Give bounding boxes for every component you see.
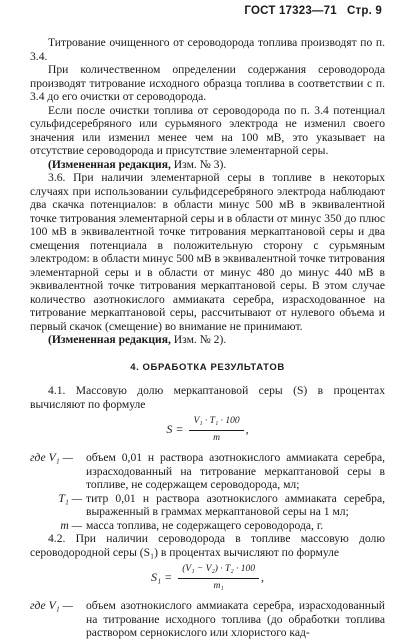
definition-text: объем азотнокислого аммиаката серебра, израсходованный на титрование исходного топлива (до обработки топлива раствором сернокислого или хлористого кад-: [86, 599, 385, 639]
page-number: Стр. 9: [347, 5, 382, 17]
formula-mercaptan-sulfur: [30, 415, 385, 445]
revision-label: (Измененная редакция,: [48, 333, 171, 346]
paragraph-after-cleaning: Если после очистки топлива от сероводорода по п. 3.4 потенциал сульфидсеребряного или сурьмяного электрода не изменил своего значения или изменил менее чем на 100 мВ, это указывает на отсутствие сероводорода и присутствие элементарной серы.: [30, 103, 385, 157]
document-body: [30, 36, 385, 640]
revision-amendment: Изм. № 2).: [170, 333, 227, 346]
paragraph-titration: Титрование очищенного от сероводорода топлива производят по п. 3.4.: [30, 36, 385, 63]
formula-denominator: m₁: [213, 580, 224, 591]
formula-numerator: V₁ · T₁ · 100: [189, 415, 243, 431]
formula-tail: ,: [245, 422, 249, 437]
formula-denominator: m: [213, 432, 220, 443]
paragraph-3-6: 3.6. При наличии элементарной серы в топливе в некоторых случаях при использовании сульфидсеребряного электрода наблюдают два скачка потенциалов: в области минус 500 мВ в эквивалентной точке титрования элементарной серы и в области от минус 350 до плюс 100 мВ в эквивалентной точке титрования меркаптановой серы и два смещения потенциала в положительную сторону с сурьмяным электродом: в области минус 500 мВ в эквивалентной точке титрования элементарной серы и в области от минус 480 до минус 440 мВ в эквивалентной точке титрования меркаптановой серы. В этом случае количество азотнокислого аммиаката серебра, израсходованное на титрование меркаптановой серы, рассчитывают от нулевого объема и первый скачок (смещение) во внимание не принимают.: [30, 171, 385, 333]
gost-number: ГОСТ 17323—71: [244, 5, 337, 17]
paragraph-quantitative: При количественном определении содержания сероводорода производят титрование исходного образца топлива в соответствии с п. 3.4 до его очистки от сероводорода.: [30, 63, 385, 103]
revision-amendment: Изм. № 3).: [170, 157, 227, 171]
formula-numerator: (V₁ − V₂) · T₂ · 100: [178, 563, 259, 579]
revision-label: (Измененная редакция,: [48, 157, 171, 171]
page-header: [244, 5, 382, 17]
formula-fraction: [189, 415, 243, 445]
definition-symbol: где V₁ —: [30, 451, 73, 464]
formula-tail: ,: [261, 570, 265, 585]
definition-symbol: m —: [60, 518, 82, 532]
definition-row: [30, 492, 385, 519]
formula-hydrogen-sulfide-sulfur: [30, 563, 385, 593]
definition-text: титр 0,01 н раствора азотнокислого аммиаката серебра, выраженный в граммах меркаптановой серы на 1 мл;: [86, 491, 385, 518]
definition-symbol: где V₁ —: [30, 599, 73, 612]
variable-definitions-1: [30, 451, 385, 532]
variable-definitions-2: [30, 599, 385, 640]
revision-note-2: [30, 333, 385, 347]
paragraph-4-1: 4.1. Массовую долю меркаптановой серы (S) в процентах вычисляют по формуле: [30, 384, 385, 411]
revision-note-3: [30, 158, 385, 172]
definition-text: объем 0,01 н раствора азотнокислого аммиаката серебра, израсходованный на титрование меркаптановой серы в топливе, не содержащем сероводорода, мл;: [86, 451, 385, 491]
section-heading: 4. ОБРАБОТКА РЕЗУЛЬТАТОВ: [130, 361, 285, 373]
definition-text: масса топлива, не содержащего сероводорода, г.: [86, 518, 324, 532]
formula-lhs: S =: [166, 422, 184, 437]
formula-fraction: [178, 563, 259, 593]
definition-row: [30, 451, 385, 492]
definition-row: [30, 599, 385, 640]
formula-lhs: S₁ =: [150, 570, 173, 585]
paragraph-4-2: 4.2. При наличии сероводорода в топливе массовую долю сероводородной серы (S₁) в процентах вычисляют по формуле: [30, 532, 385, 559]
definition-row: [30, 519, 385, 533]
definition-symbol: T₁ —: [58, 491, 82, 505]
